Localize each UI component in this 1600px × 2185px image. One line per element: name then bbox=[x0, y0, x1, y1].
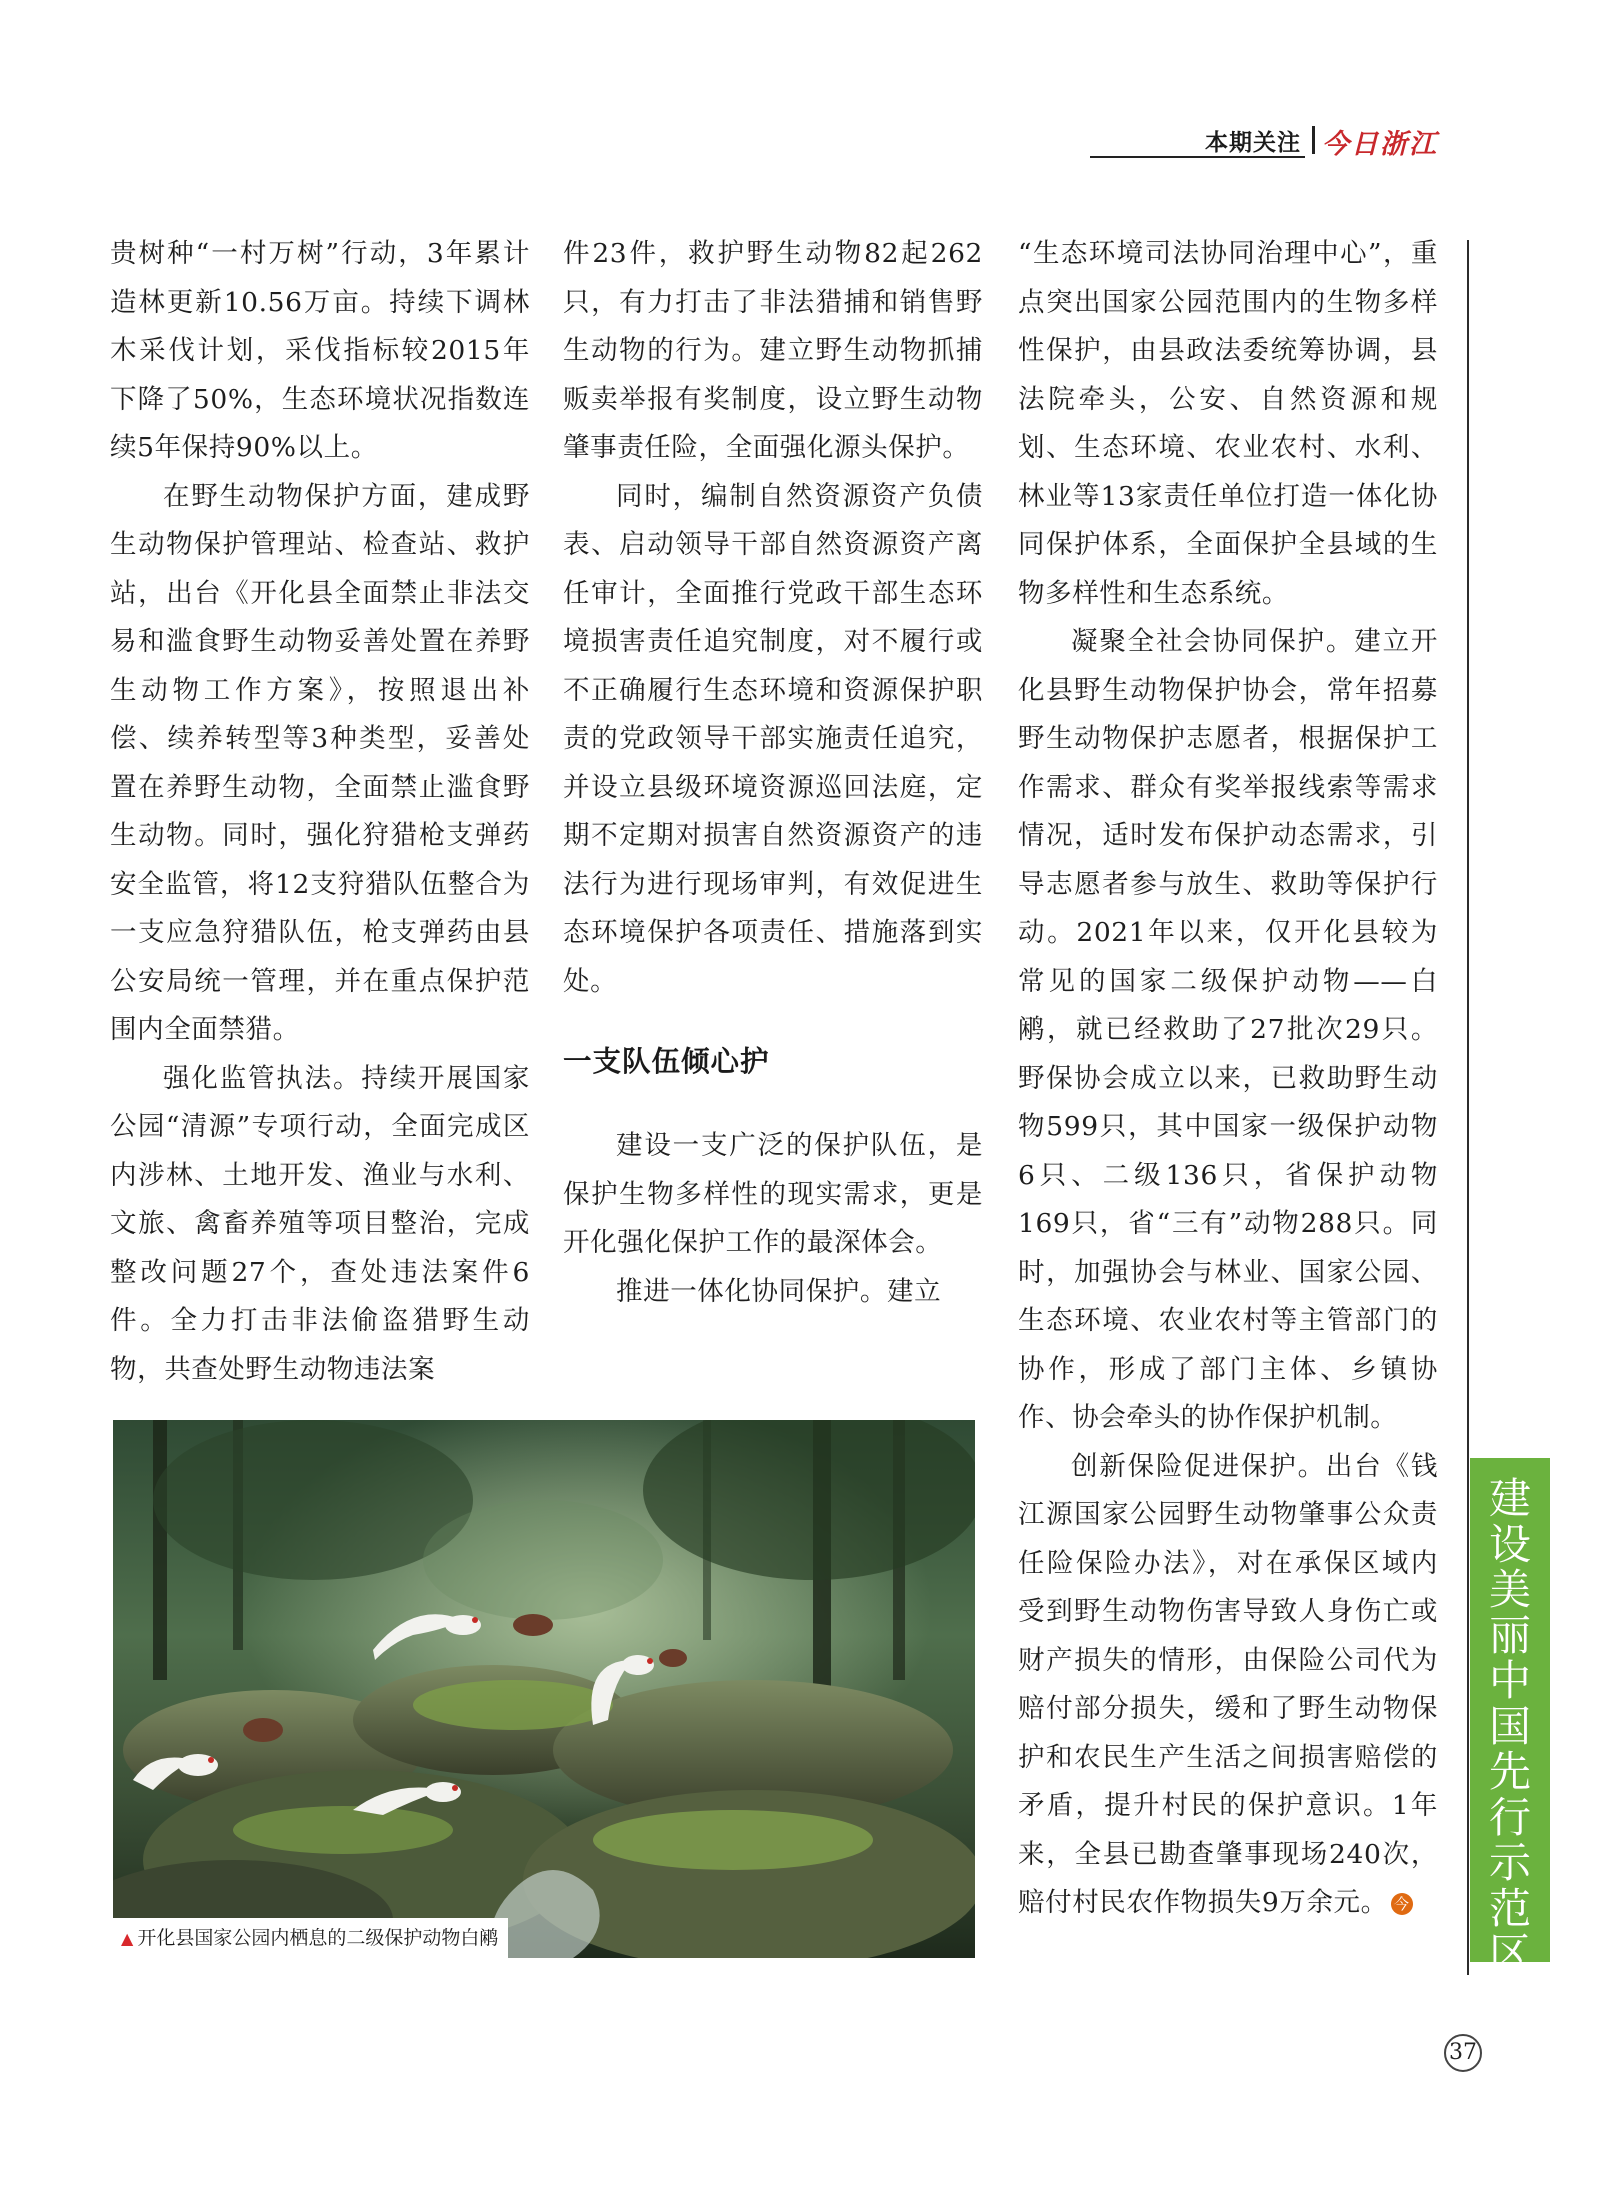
paragraph: 凝聚全社会协同保护。建立开化县野生动物保护协会，常年招募野生动物保护志愿者，根据保护工作需求、群众有奖举报线索等需求情况，适时发布保护动态需求，引导志愿者参与放生、救助等保护行动。2021年以来，仅开化县较为常见的国家二级保护动物——白鹇，就已经救助了27批次29只。野保协会成立以来，已救助野生动物599只，其中国家一级保护动物6只、二级136只，省保护动物169只，省“三有”动物288只。同时，加强协会与林业、国家公园、生态环境、农业农村等主管部门的协作，形成了部门主体、乡镇协作、协会牵头的协作保护机制。 bbox=[1018, 626, 1438, 1433]
paragraph: 推进一体化协同保护。建立 bbox=[616, 1275, 942, 1307]
page-number: 37 bbox=[1444, 2034, 1482, 2072]
paragraph bbox=[1018, 1443, 1438, 1928]
section-label: 本期关注 bbox=[1205, 130, 1301, 156]
paragraph: 在野生动物保护方面，建成野生动物保护管理站、检查站、救护站，出台《开化县全面禁止非法交易和滥食野生动物妥善处置在养野生动物工作方案》，按照退出补偿、续养转型等3种类型，妥善处置在养野生动物，全面禁止滥食野生动物。同时，强化狩猎枪支弹药安全监管，将12支狩猎队伍整合为一支应急狩猎队伍，枪支弹药由县公安局统一管理，并在重点保护范围内全面禁猎。 bbox=[110, 480, 530, 1045]
silver-pheasant-forest-image bbox=[113, 1420, 975, 1958]
photo-caption bbox=[113, 1918, 508, 1958]
paragraph: 建设一支广泛的保护队伍，是保护生物多样性的现实需求，更是开化强化保护工作的最深体会。 bbox=[563, 1130, 983, 1258]
paragraph: 贵树种“一村万树”行动，3年累计造林更新10.56万亩。持续下调林木采伐计划，采伐指标较2015年下降了50%，生态环境状况指数连续5年保持90%以上。 bbox=[110, 238, 530, 463]
article-end-icon: 今 bbox=[1391, 1893, 1413, 1915]
paragraph-text: 创新保险促进保护。出台《钱江源国家公园野生动物肇事公众责任险保险办法》，对在承保区域内受到野生动物伤害导致人身伤亡或财产损失的情形，由保险公司代为赔付部分损失，缓和了野生动物保护和农民生产生活之间损害赔偿的矛盾，提升村民的保护意识。1年来，全县已勘查肇事现场240次，赔付村民农作物损失9万余元。 bbox=[1018, 1450, 1438, 1918]
paragraph: 同时，编制自然资源资产负债表、启动领导干部自然资源资产离任审计，全面推行党政干部生态环境损害责任追究制度，对不履行或不正确履行生态环境和资源保护职责的党政领导干部实施责任追究，并设立县级环境资源巡回法庭，定期不定期对损害自然资源资产的违法行为进行现场审判，有效促进生态环境保护各项责任、措施落到实处。 bbox=[563, 480, 983, 997]
triangle-marker-icon: ▲ bbox=[121, 1929, 134, 1948]
section-heading: 一支队伍倾心护 bbox=[563, 1045, 770, 1078]
header-divider bbox=[1312, 126, 1315, 154]
paragraph: 件23件，救护野生动物82起262只，有力打击了非法猎捕和销售野生动物的行为。建立野生动物抓捕贩卖举报有奖制度，设立野生动物肇事责任险，全面强化源头保护。 bbox=[563, 238, 983, 463]
margin-rule bbox=[1467, 240, 1469, 1975]
caption-text: 开化县国家公园内栖息的二级保护动物白鹇 bbox=[137, 1927, 499, 1949]
article-photo bbox=[113, 1420, 975, 1958]
side-banner bbox=[1470, 1458, 1550, 1978]
paragraph: “生态环境司法协同治理中心”，重点突出国家公园范围内的生物多样性保护，由县政法委统筹协调，县法院牵头，公安、自然资源和规划、生态环境、农业农村、水利、林业等13家责任单位打造一体化协同保护体系，全面保护全县域的生物多样性和生态系统。 bbox=[1018, 238, 1438, 609]
text-column-3 bbox=[1018, 230, 1438, 1928]
paragraph: 强化监管执法。持续开展国家公园“清源”专项行动，全面完成区内涉林、土地开发、渔业与水利、文旅、禽畜养殖等项目整治，完成整改问题27个，查处违法案件6件。全力打击非法偷盗猎野生动物，共查处野生动物违法案 bbox=[110, 1062, 530, 1385]
side-banner-text: 建设美丽中国先行示范区 bbox=[1488, 1474, 1531, 1978]
magazine-logo: 今日浙江 bbox=[1322, 129, 1438, 160]
page-header bbox=[1090, 120, 1440, 160]
text-column-2 bbox=[563, 230, 983, 1316]
text-column-1 bbox=[110, 230, 530, 1394]
